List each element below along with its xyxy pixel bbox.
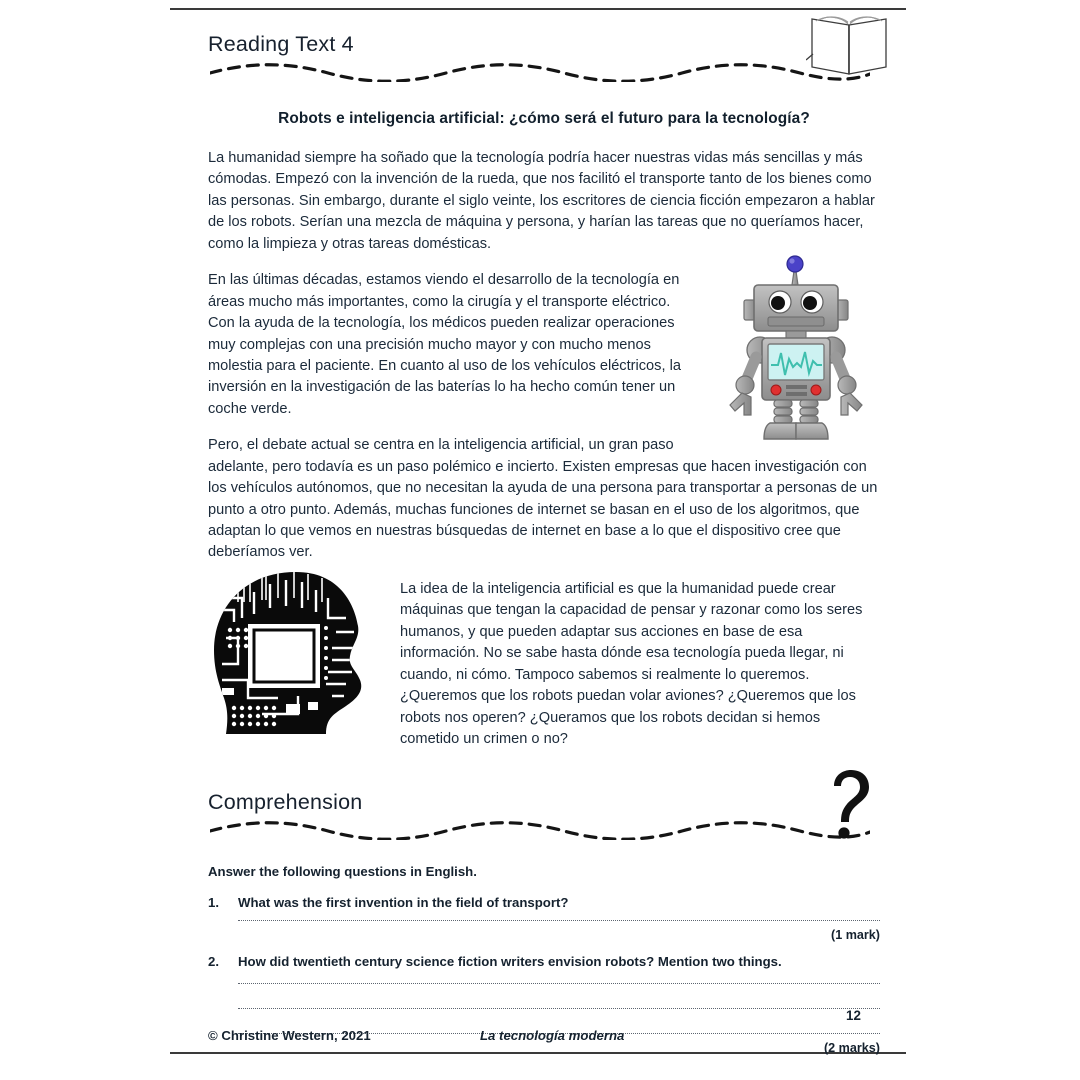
page-number: 12 xyxy=(846,1008,861,1023)
circuit-board-head-illustration xyxy=(208,568,386,743)
reading-body xyxy=(208,148,880,750)
question-block-1 xyxy=(208,895,880,942)
answer-area-1[interactable] xyxy=(238,920,880,921)
answer-area-2[interactable] xyxy=(238,983,880,1034)
question-1-text: What was the first invention in the field of transport? xyxy=(238,895,569,911)
question-2-text: How did twentieth century science fiction writers envision robots? Mention two things. xyxy=(238,954,782,970)
answer-line[interactable] xyxy=(238,920,880,921)
article-headline: Robots e inteligencia artificial: ¿cómo será el futuro para la tecnología? xyxy=(278,110,810,127)
paragraph-3: Pero, el debate actual se centra en la inteligencia artificial, un gran paso adelante, pero todavía es un paso polémico e incierto. Existen empresas que hacen investigación con los vehículos autónomos, que no necesitan la ayuda de una persona para transportar a personas de un punto a otro punto. Además, muchas funciones de internet se basan en el uso de los algoritmos, que adaptan lo que vemos en nuestras búsquedas de internet en base a lo que el dispositivo cree que deberíamos ver. xyxy=(208,437,878,561)
paragraph-4: La idea de la inteligencia artificial es que la humanidad puede crear máquinas que tengan la capacidad de pensar y razonar como los seres humanos, y que pueden adaptar sus acciones en base de esa información. No se sabe hasta dónde esa tecnología pueda llegar, ni cuando, ni cómo. Tampoco sabemos si realmente lo queremos. ¿Queremos que los robots puedan volar aviones? ¿Queremos que los robots nos operen? ¿Queramos que los robots decidan si hemos cometido un crimen o no? xyxy=(400,580,863,747)
page-top-rule xyxy=(170,8,906,10)
question-1-number: 1. xyxy=(208,895,219,911)
wavy-divider-comprehension xyxy=(210,818,870,840)
paragraph-1: La humanidad siempre ha soñado que la tecnología podría hacer nuestras vidas más sencillas y más cómodas. Empezó con la invención de la rueda, que nos facilitó el transporte tanto de los bienes como las personas. Sin embargo, durante el siglo veinte, los escritores de ciencia ficción empezaron a hablar de los robots. Serían una mezcla de máquina y persona, y harían las tareas que no queríamos hacer, como la limpieza y otras tareas domésticas. xyxy=(208,150,875,252)
comprehension-title: Comprehension xyxy=(208,790,363,815)
question-2-marks: (2 marks) xyxy=(823,1041,880,1056)
wavy-divider-reading xyxy=(210,60,870,82)
question-mark-icon xyxy=(820,768,876,845)
footer-copyright: © Christine Western, 2021 xyxy=(208,1028,371,1043)
page-title: Reading Text 4 xyxy=(208,32,354,56)
question-2 xyxy=(208,954,880,969)
paragraph-2: En las últimas décadas, estamos viendo el desarrollo de la tecnología en áreas mucho más importantes, como la cirugía y el transporte eléctrico. Con la ayuda de la tecnología, los médicos pueden realizar operaciones muy complejas con una precisión mucho mayor y con mucho menos molestia para el paciente. En cuanto al uso de los vehículos eléctricos, la inversión en la investigación de las baterías lo ha hecho común tener un coche verde. xyxy=(208,272,681,417)
question-2-number: 2. xyxy=(208,954,219,970)
answer-line[interactable] xyxy=(238,983,880,984)
comprehension-section xyxy=(208,784,880,1055)
footer-document-title: La tecnología moderna xyxy=(480,1028,625,1043)
page-content xyxy=(208,26,880,1055)
reading-banner xyxy=(208,26,880,88)
question-1 xyxy=(208,895,880,910)
comprehension-banner xyxy=(208,784,880,846)
question-1-marks: (1 mark) xyxy=(831,928,880,943)
comprehension-instruction: Answer the following questions in English. xyxy=(208,864,477,880)
open-book-icon xyxy=(806,12,892,85)
answer-line[interactable] xyxy=(238,1008,880,1009)
robot-illustration xyxy=(712,255,880,447)
